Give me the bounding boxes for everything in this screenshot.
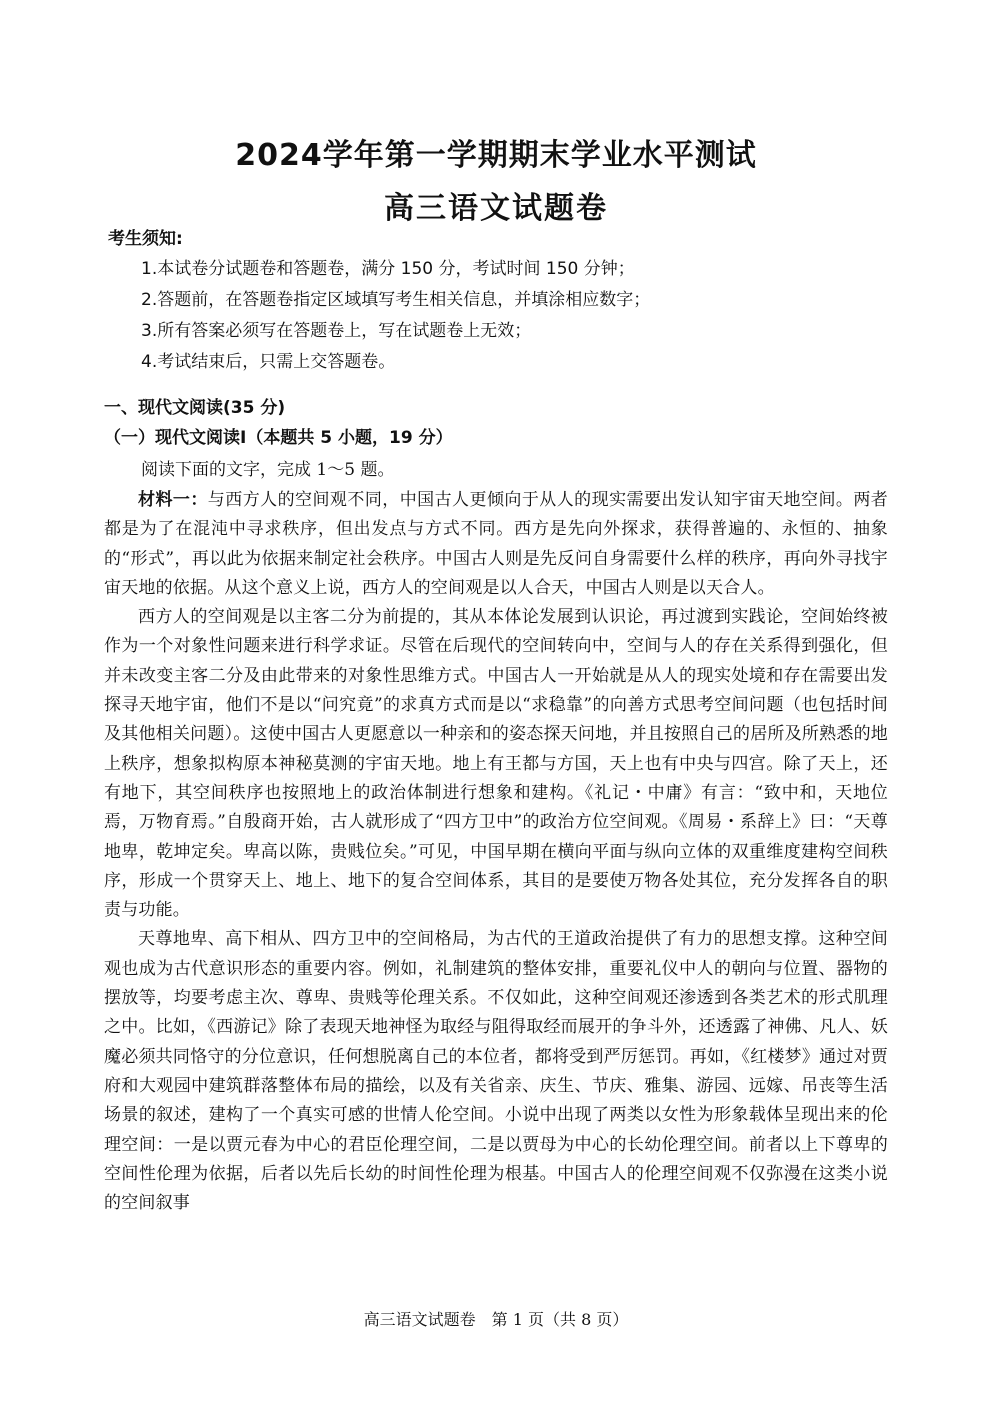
paragraph-text: 与西方人的空间观不同，中国古人更倾向于从人的现实需要出发认知宇宙天地空间。两者都是为了在混沌中寻求秩序，但出发点与方式不同。西方是先向外探求，获得普遍的、永恒的、抽象的“形式”，再以此为依据来制定社会秩序。中国古人则是先反问自身需要什么样的秩序，再向外寻找宇宙天地的依据。从这个意义上说，西方人的空间观是以人合天，中国古人则是以天合人。 [104,490,888,598]
reading-instruction: 阅读下面的文字，完成 1～5 题。 [141,460,395,480]
passage-paragraph: 天尊地卑、高下相从、四方卫中的空间格局，为古代的王道政治提供了有力的思想支撑。这种空间观也成为古代意识形态的重要内容。例如，礼制建筑的整体安排，重要礼仪中人的朝向与位置、器物的摆放等，均要考虑主次、尊卑、贵贱等伦理关系。不仅如此，这种空间观还渗透到各类艺术的形式肌理之中。比如，《西游记》除了表现天地神怪为取经与阻得取经而展开的争斗外，还透露了神佛、凡人、妖魔必须共同恪守的分位意识，任何想脱离自己的本位者，都将受到严厉惩罚。再如，《红楼梦》通过对贾府和大观园中建筑群落整体布局的描绘，以及有关省亲、庆生、节庆、雅集、游园、远嫁、吊丧等生活场景的叙述，建构了一个真实可感的世情人伦空间。小说中出现了两类以女性为形象载体呈现出来的伦理空间：一是以贾元春为中心的君臣伦理空间，二是以贾母为中心的长幼伦理空间。前者以上下尊卑的空间性伦理为依据，后者以先后长幼的时间性伦理为根基。中国古人的伦理空间观不仅弥漫在这类小说的空间叙事 [104,929,888,1214]
notice-item: 4.考试结束后，只需上交答题卷。 [141,352,396,372]
notice-item: 3.所有答案必须写在答题卷上，写在试题卷上无效； [141,321,532,341]
notice-heading: 考生须知: [108,229,183,249]
exam-title: 2024学年第一学期期末学业水平测试 [235,138,757,173]
material-label: 材料一： [138,490,208,510]
notice-item: 1.本试卷分试题卷和答题卷，满分 150 分，考试时间 150 分钟； [141,259,635,279]
exam-subtitle: 高三语文试题卷 [384,191,608,226]
subsection-heading: （一）现代文阅读Ⅰ（本题共 5 小题，19 分） [104,428,453,448]
notice-item: 2.答题前，在答题卷指定区域填写考生相关信息，并填涂相应数字； [141,290,651,310]
page-footer: 高三语文试题卷 第 1 页（共 8 页） [363,1310,629,1329]
passage-paragraph: 西方人的空间观是以主客二分为前提的，其从本体论发展到认识论，再过渡到实践论，空间始终被作为一个对象性问题来进行科学求证。尽管在后现代的空间转向中，空间与人的存在关系得到强化，但并未改变主客二分及由此带来的对象性思维方式。中国古人一开始就是从人的现实处境和存在需要出发探寻天地宇宙，他们不是以“问究竟”的求真方式而是以“求稳靠”的向善方式思考空间问题（也包括时间及其他相关问题）。这使中国古人更愿意以一种亲和的姿态探天问地，并且按照自己的居所及所熟悉的地上秩序，想象拟构原本神秘莫测的宇宙天地。地上有王都与方国，天上也有中央与四宫。除了天上，还有地下，其空间秩序也按照地上的政治体制进行想象和建构。《礼记・中庸》有言：“致中和，天地位焉，万物育焉。”自殷商开始，古人就形成了“四方卫中”的政治方位空间观。《周易・系辞上》曰：“天尊地卑，乾坤定矣。卑高以陈，贵贱位矣。”可见，中国早期在横向平面与纵向立体的双重维度建构空间秩序，形成一个贯穿天上、地上、地下的复合空间体系，其目的是要使万物各处其位，充分发挥各自的职责与功能。 [104,607,888,921]
passage-paragraph [104,486,888,603]
reading-passage [104,486,888,1218]
section-heading: 一、现代文阅读(35 分) [104,398,286,418]
candidate-notice [108,224,908,378]
